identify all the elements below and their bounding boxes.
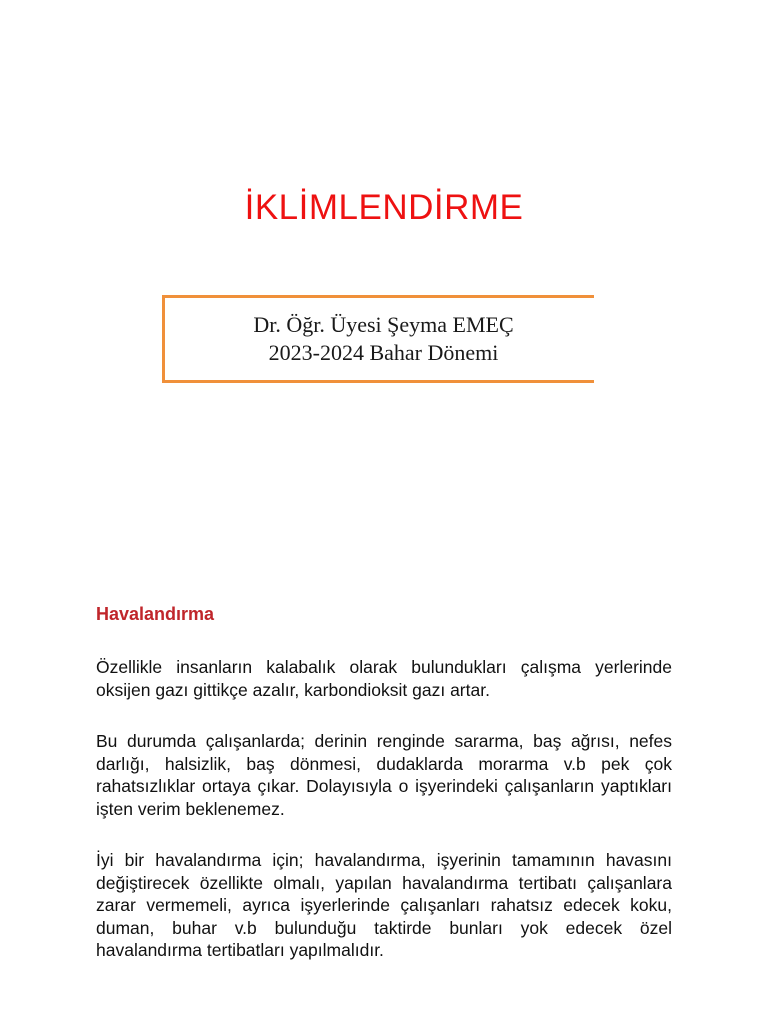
paragraph-1: Özellikle insanların kalabalık olarak bulundukları çalışma yerlerinde oksijen gazı gittikçe azalır, karbondioksit gazı artar. [96,657,672,700]
author-info-box [162,295,594,383]
author-name: Dr. Öğr. Üyesi Şeyma EMEÇ [253,312,514,337]
page-title: İKLİMLENDİRME [244,188,524,227]
semester-label: 2023-2024 Bahar Dönemi [268,340,499,365]
section-content [96,600,672,991]
section-heading: Havalandırma [96,604,215,624]
paragraph-3: İyi bir havalandırma için; havalandırma, işyerinin tamamının havasını değiştirecek özellikte olmalı, yapılan havalandırma tertibatı çalışanlara zarar vermemeli, ayrıca işyerlerinde çalışanları rahatsız edecek koku, duman, buhar v.b bulunduğu taktirde bunları yok edecek özel havalandırma tertibatları yapılmalıdır. [96,850,672,960]
paragraph-2: Bu durumda çalışanlarda; derinin renginde sararma, baş ağrısı, nefes darlığı, halsizlik, baş dönmesi, dudaklarda morarma v.b pek çok rahatsızlıklar ortaya çıkar. Dolayısıyla o işyerindeki çalışanların yaptıkları işten verim beklenemez. [96,731,672,819]
